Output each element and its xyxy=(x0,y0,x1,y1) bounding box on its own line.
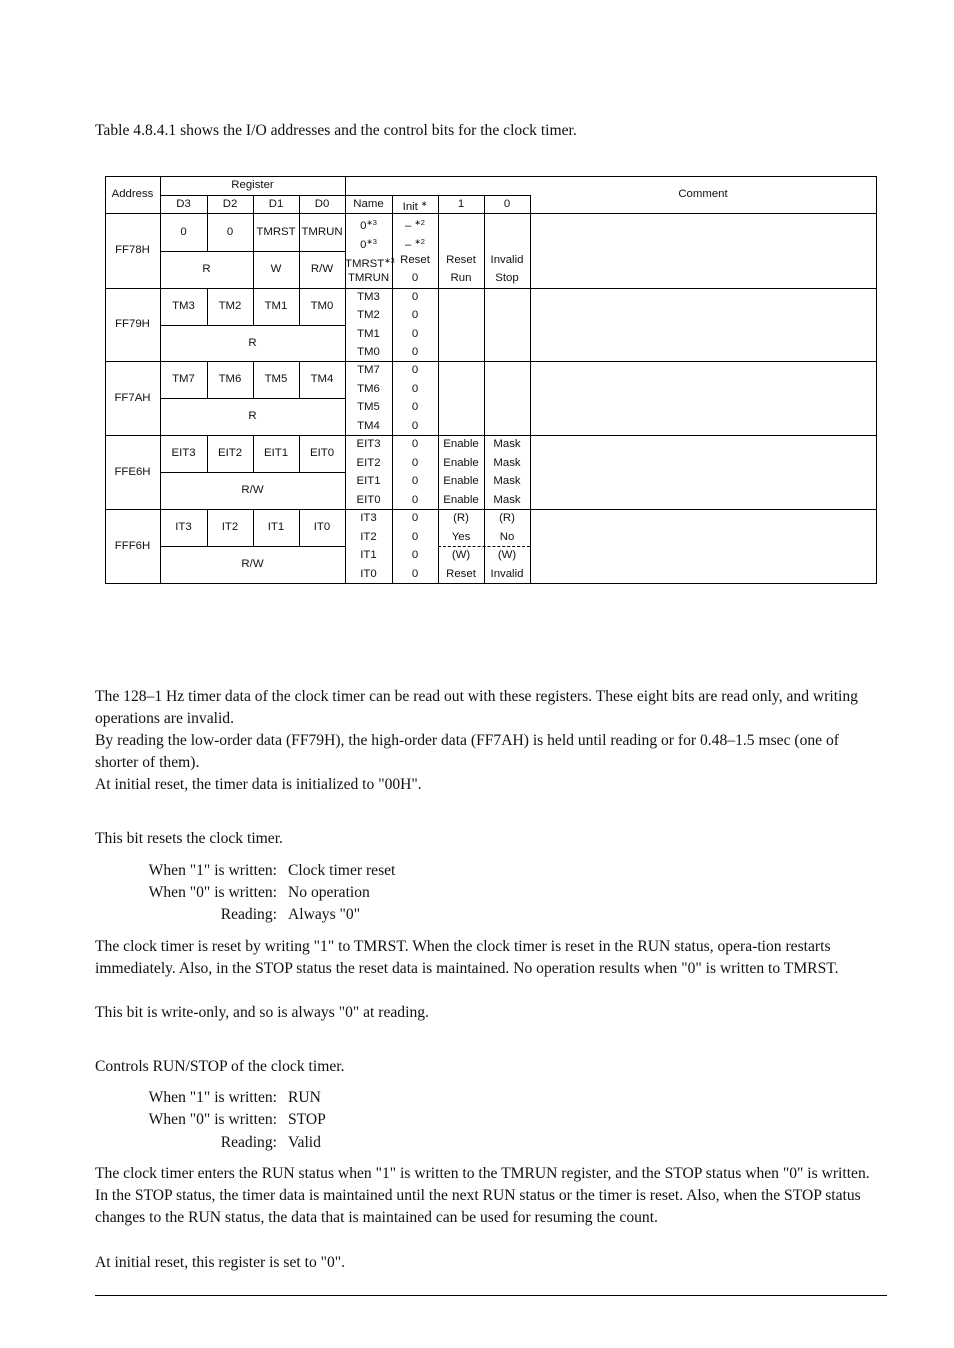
rw-cell: R/W xyxy=(241,558,264,570)
tmrun-line-2 xyxy=(0,1109,954,1131)
init-cell-text: 0 xyxy=(411,420,419,432)
bit-cell: TM3 xyxy=(172,300,195,312)
tmrun-paragraph-2: At initial reset, this register is set to "0". xyxy=(95,1254,346,1271)
bit-cell: IT3 xyxy=(175,521,192,533)
rw-dashed-rule xyxy=(438,546,530,547)
name-cell xyxy=(345,288,392,306)
header-init xyxy=(392,195,438,213)
name-cell xyxy=(345,435,392,454)
name-cell xyxy=(345,417,392,436)
zero-cell xyxy=(484,213,530,232)
name-cell-mark: ∗3 xyxy=(366,237,377,246)
rw-cell: R/W xyxy=(241,484,264,496)
register-table xyxy=(105,176,877,584)
zero-cell: (W) xyxy=(497,549,517,561)
init-cell xyxy=(392,325,438,343)
header-init-mark: ∗ xyxy=(421,199,428,208)
init-cell-text: 0 xyxy=(411,549,419,561)
one-cell: Yes xyxy=(451,531,471,543)
bit-cell: TMRUN xyxy=(301,226,343,238)
bit-cell: TM4 xyxy=(310,373,334,385)
init-cell-text: 0 xyxy=(411,457,419,469)
name-cell xyxy=(345,380,392,399)
init-cell xyxy=(392,251,438,270)
init-cell-text: 0 xyxy=(411,438,419,450)
intro-text: Table 4.8.4.1 shows the I/O addresses and the control bits for the clock timer. xyxy=(95,122,577,139)
tmrun-line-3 xyxy=(0,1132,954,1154)
one-cell xyxy=(438,232,484,251)
init-cell-text: 0 xyxy=(411,364,419,376)
bit-rule xyxy=(207,288,208,325)
rw-cell: R xyxy=(248,410,257,422)
zero-cell: Mask xyxy=(493,457,521,469)
init-cell-text: 0 xyxy=(411,328,419,340)
bit-cell: IT0 xyxy=(313,521,331,533)
tm-paragraph-1: The 128–1 Hz timer data of the clock timer can be read out with these registers. These eight bits are read only, and writing operations are invalid. xyxy=(95,688,858,727)
zero-cell: No xyxy=(499,531,515,543)
name-cell-text: TM7 xyxy=(357,364,380,376)
one-cell: Reset xyxy=(446,254,476,266)
footer-rule xyxy=(95,1295,887,1296)
one-cell: Enable xyxy=(443,457,479,469)
one-cell: (R) xyxy=(453,512,469,524)
name-cell xyxy=(345,232,392,251)
init-cell xyxy=(392,528,438,547)
name-cell-text: 0 xyxy=(360,239,367,251)
tmrst-line-3 xyxy=(0,904,954,926)
bit-cell: EIT0 xyxy=(309,447,335,459)
tmrst-line-value: Clock timer reset xyxy=(288,862,396,879)
header-bit-rule xyxy=(253,195,254,213)
header-zero: 0 xyxy=(503,198,511,210)
bit-rule xyxy=(253,213,254,251)
bit-rule xyxy=(207,509,208,546)
init-cell xyxy=(392,380,438,399)
name-cell-text: TM0 xyxy=(357,346,380,358)
bit-cell: TM7 xyxy=(172,373,195,385)
init-cell xyxy=(392,491,438,510)
init-cell xyxy=(392,306,438,324)
rw-split-rule xyxy=(299,251,300,288)
init-cell xyxy=(392,565,438,584)
tmrun-paragraph-1: The clock timer enters the RUN status when "1" is written to the TMRUN register, and the STOP status when "0" is written. In the STOP status, the timer data is maintained until the next RUN status or the timer is reset. Also, when the STOP status changes to the RUN status, the data that is maintained can be used for resuming the count. xyxy=(95,1165,870,1226)
init-cell-text: 0 xyxy=(411,291,419,303)
bit-cell: IT1 xyxy=(267,521,285,533)
bit-rule xyxy=(253,288,254,325)
init-cell xyxy=(392,435,438,454)
bit-rule xyxy=(253,435,254,472)
tmrst-line-label: When "1" is written: xyxy=(148,862,277,879)
zero-cell xyxy=(484,232,530,251)
name-cell xyxy=(345,343,392,361)
bit-cell: EIT3 xyxy=(171,447,196,459)
init-cell xyxy=(392,509,438,528)
name-cell xyxy=(345,509,392,528)
init-cell xyxy=(392,454,438,473)
name-cell xyxy=(345,546,392,565)
rw-cell: W xyxy=(270,263,282,275)
tmrst-line-label: Reading: xyxy=(220,906,277,923)
name-cell-text: IT0 xyxy=(360,568,377,580)
name-cell-text: EIT1 xyxy=(356,475,381,487)
init-cell-text: – xyxy=(405,239,415,251)
init-cell xyxy=(392,361,438,380)
name-cell xyxy=(345,269,392,288)
name-cell-text: TM1 xyxy=(357,328,380,340)
header-comment: Comment xyxy=(678,188,728,200)
zero-cell: Invalid xyxy=(490,254,524,266)
tm-paragraph-3: At initial reset, the timer data is initialized to "00H". xyxy=(95,776,422,793)
one-cell: Run xyxy=(450,272,472,284)
name-cell xyxy=(345,325,392,343)
bit-cell: TM2 xyxy=(218,300,242,312)
header-name: Name xyxy=(353,198,384,210)
bit-rule xyxy=(207,435,208,472)
name-cell xyxy=(345,306,392,324)
name-cell-text: TMRUN xyxy=(347,272,390,284)
bit-cell: TM5 xyxy=(264,373,288,385)
init-cell-text: – xyxy=(405,220,415,232)
bit-cell: IT2 xyxy=(221,521,239,533)
tmrun-line-value: STOP xyxy=(288,1111,326,1128)
init-cell-text: 0 xyxy=(411,494,419,506)
zero-cell: Mask xyxy=(493,438,521,450)
header-address: Address xyxy=(111,188,154,200)
zero-cell: Invalid xyxy=(490,568,524,580)
zero-cell: Mask xyxy=(493,494,521,506)
name-cell-text: IT3 xyxy=(360,512,377,524)
header-d3: D3 xyxy=(176,198,191,210)
init-cell xyxy=(392,417,438,436)
bit-rule xyxy=(207,361,208,398)
tmrun-line-1 xyxy=(0,1087,954,1109)
init-cell-text: 0 xyxy=(411,309,419,321)
one-cell: Enable xyxy=(443,438,479,450)
name-cell xyxy=(345,454,392,473)
tmrst-line-label: When "0" is written: xyxy=(148,884,277,901)
header-d0: D0 xyxy=(314,198,330,210)
init-cell-text: 0 xyxy=(411,512,419,524)
bit-cell: TM0 xyxy=(310,300,334,312)
tmrst-paragraph-1: The clock timer is reset by writing "1" to TMRST. When the clock timer is reset in the RUN status, opera-tion restarts immediately. Also, in the STOP status the reset data is maintained. No operation results when "0" is written to TMRST. xyxy=(95,938,839,977)
tmrst-line-value: Always "0" xyxy=(288,906,361,923)
name-cell-text: EIT0 xyxy=(356,494,381,506)
init-cell xyxy=(392,546,438,565)
address-ffe6h: FFE6H xyxy=(114,466,151,478)
bit-cell: EIT1 xyxy=(263,447,289,459)
bit-rule xyxy=(299,288,300,325)
init-cell xyxy=(392,398,438,417)
address-ff79h: FF79H xyxy=(115,318,150,330)
tmrst-paragraph-2: This bit is write-only, and so is always "0" at reading. xyxy=(95,1004,429,1021)
one-cell: Reset xyxy=(446,568,476,580)
bit-rule xyxy=(253,509,254,546)
address-ff78h: FF78H xyxy=(115,244,150,256)
name-cell xyxy=(345,472,392,491)
init-cell-mark: ∗2 xyxy=(414,218,425,227)
tmrst-intro: This bit resets the clock timer. xyxy=(95,830,283,847)
name-cell-text: 0 xyxy=(360,220,367,232)
init-cell-text: Reset xyxy=(400,254,430,266)
bit-cell: EIT2 xyxy=(217,447,243,459)
name-cell-text: TM2 xyxy=(357,309,380,321)
name-cell xyxy=(345,565,392,584)
bit-rule xyxy=(207,213,208,251)
init-cell xyxy=(392,288,438,306)
init-cell xyxy=(392,269,438,288)
init-cell-mark: ∗2 xyxy=(414,237,425,246)
one-cell: Enable xyxy=(443,494,479,506)
name-cell xyxy=(345,491,392,510)
tm-paragraph-2: By reading the low-order data (FF79H), the high-order data (FF7AH) is held until reading or for 0.48–1.5 msec (one of shorter of them). xyxy=(95,732,839,771)
name-cell-text: EIT3 xyxy=(356,438,381,450)
init-cell-text: 0 xyxy=(411,401,419,413)
zero-cell: (R) xyxy=(499,512,515,524)
header-bit-rule xyxy=(299,195,300,213)
init-cell-text: 0 xyxy=(411,383,419,395)
rw-cell: R/W xyxy=(310,263,334,275)
bit-rule xyxy=(299,361,300,398)
init-cell-text: 0 xyxy=(411,568,419,580)
bit-cell: TM6 xyxy=(218,373,242,385)
name-cell-mark: ∗3 xyxy=(384,256,395,265)
tmrst-line-1 xyxy=(0,860,954,882)
name-cell xyxy=(345,361,392,380)
header-bit-rule xyxy=(207,195,208,213)
header-init-text: Init xyxy=(402,201,422,213)
bit-rule xyxy=(299,435,300,472)
name-cell xyxy=(345,251,395,270)
bit-cell: 0 xyxy=(180,226,187,238)
bit-rule xyxy=(299,213,300,251)
bit-rule xyxy=(253,361,254,398)
name-cell-text: IT1 xyxy=(360,549,377,561)
init-cell xyxy=(392,472,438,491)
name-cell-text: TM6 xyxy=(357,383,380,395)
zero-cell: Stop xyxy=(495,272,519,284)
address-ff7ah: FF7AH xyxy=(114,392,151,404)
tmrun-line-label: Reading: xyxy=(220,1134,277,1151)
header-d2: D2 xyxy=(222,198,238,210)
name-cell-mark: ∗3 xyxy=(366,218,377,227)
name-cell-text: EIT2 xyxy=(356,457,381,469)
bit-cell: TMRST xyxy=(256,226,296,238)
tmrun-line-value: RUN xyxy=(288,1089,321,1106)
init-cell-text: 0 xyxy=(411,346,419,358)
rw-split-rule xyxy=(253,251,254,288)
name-cell-text: TM4 xyxy=(357,420,380,432)
address-fff6h: FFF6H xyxy=(114,540,151,552)
tmrst-line-2 xyxy=(0,882,954,904)
tmrst-line-value: No operation xyxy=(288,884,370,901)
header-register: Register xyxy=(231,179,274,191)
bit-cell: 0 xyxy=(226,226,234,238)
one-cell: (W) xyxy=(451,549,471,561)
name-cell-text: TM3 xyxy=(357,291,380,303)
bit-rule xyxy=(299,509,300,546)
name-cell xyxy=(345,213,392,232)
bit-cell: TM1 xyxy=(264,300,288,312)
rw-cell: R xyxy=(248,337,257,349)
name-cell-text: IT2 xyxy=(360,531,377,543)
one-cell: Enable xyxy=(443,475,479,487)
init-cell xyxy=(392,213,438,232)
zero-cell: Mask xyxy=(493,475,521,487)
name-cell xyxy=(345,528,392,547)
tmrun-line-value: Valid xyxy=(288,1134,321,1151)
header-d1: D1 xyxy=(268,198,284,210)
tmrun-line-label: When "1" is written: xyxy=(148,1089,277,1106)
tmrun-intro: Controls RUN/STOP of the clock timer. xyxy=(95,1058,345,1075)
init-cell xyxy=(392,232,438,251)
init-cell-text: 0 xyxy=(411,475,419,487)
table-right-border xyxy=(876,176,877,584)
init-cell-text: 0 xyxy=(411,272,419,284)
tmrun-line-label: When "0" is written: xyxy=(148,1111,277,1128)
rw-cell: R xyxy=(202,263,211,275)
init-cell-text: 0 xyxy=(411,531,419,543)
name-cell-text: TM5 xyxy=(357,401,380,413)
header-one: 1 xyxy=(457,198,465,210)
one-cell xyxy=(438,213,484,232)
name-cell-text: TMRST xyxy=(345,258,385,270)
init-cell xyxy=(392,343,438,361)
name-cell xyxy=(345,398,392,417)
column-rule xyxy=(530,195,531,583)
row-end xyxy=(105,583,106,584)
